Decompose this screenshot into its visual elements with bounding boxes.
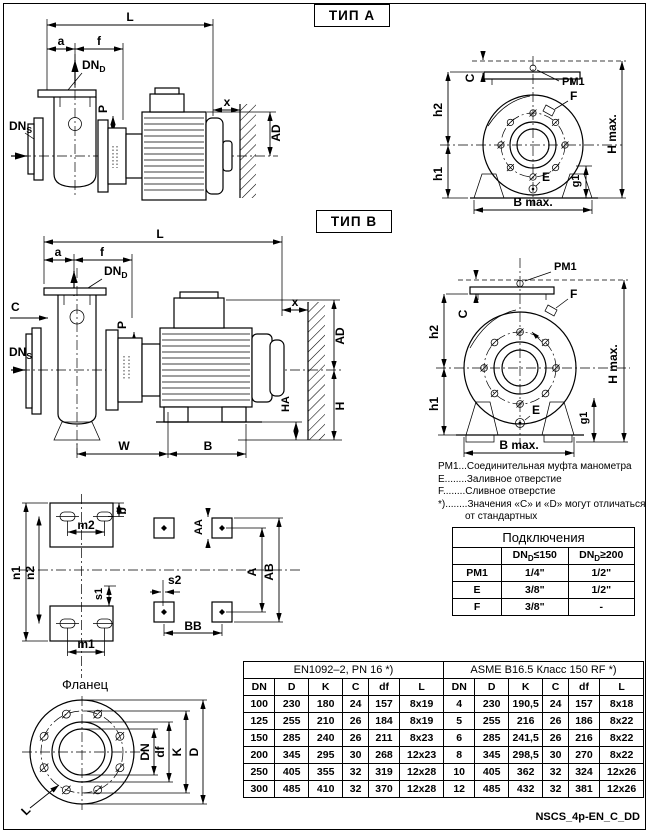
legend-line-pm1: PM1...Соединительная муфта манометра: [438, 461, 632, 472]
dim-s2: s2: [168, 573, 182, 587]
header-asme: ASME B16.5 Класс 150 RF *): [443, 662, 643, 679]
col-df: df: [368, 679, 399, 696]
type-b-title: ТИП В: [330, 214, 378, 229]
dim-n1: n1: [9, 565, 23, 581]
standards-header-row: [244, 662, 644, 679]
table-row: 100 230 180 24 157 8x19 4 230 190,5 24 157 8x18: [244, 696, 644, 713]
empty-header-cell: [453, 548, 502, 565]
col-dnd-ge200: $DN_D\ge 200$: [568, 548, 634, 565]
dim-HA: HA: [280, 396, 292, 412]
dim-h2: h2: [427, 324, 441, 340]
type-a-front-view: [426, 48, 641, 218]
type-b-side-view: [8, 226, 438, 461]
header-en1092: EN1092–2, PN 16 *): [244, 662, 444, 679]
value-small: 1/4": [502, 565, 568, 582]
dim-h1: h1: [427, 396, 441, 412]
dim-s1: s1: [93, 587, 105, 601]
dim-K: K: [170, 747, 184, 757]
connections-row-f: [453, 599, 635, 616]
dim-m2: m2: [77, 518, 95, 532]
dim-a: a: [57, 34, 65, 48]
dim-F: F: [570, 287, 578, 301]
connections-caption-row: [453, 528, 635, 548]
dim-AA: AA: [193, 519, 205, 535]
col-L: L: [400, 679, 444, 696]
dim-C: C: [11, 300, 20, 314]
dim-n2: n2: [23, 565, 37, 581]
dim-L: L: [126, 10, 134, 24]
dim-P: P: [115, 320, 129, 330]
dim-L: L: [156, 227, 164, 241]
col-df: df: [568, 679, 599, 696]
col-K: K: [508, 679, 543, 696]
dim-C: C: [463, 73, 477, 83]
dim-AD: AD: [333, 327, 347, 345]
type-a-side-view: [8, 6, 428, 206]
connections-row-e: [453, 582, 635, 599]
dim-H-max: H max.: [605, 114, 619, 154]
type-b-front-view: [424, 246, 644, 461]
dim-A: A: [245, 567, 259, 577]
dim-m1: m1: [77, 637, 95, 651]
value-small: 3/8": [502, 599, 568, 616]
flange-detail-view: [14, 692, 234, 827]
dim-H: H: [333, 401, 347, 411]
dim-dnd: $DN_D$: [104, 264, 128, 280]
dim-dnd: $DN_D$: [82, 58, 106, 74]
dim-f: f: [100, 245, 104, 259]
type-a-title: ТИП А: [328, 8, 376, 23]
dim-H-max: H max.: [606, 344, 620, 384]
row-label: E: [453, 582, 502, 599]
col-D: D: [275, 679, 308, 696]
foundation-plan-view: [9, 480, 307, 685]
flange-view-title: Фланец: [62, 677, 109, 692]
dim-B: B: [203, 439, 213, 453]
foundation-dim-labels: [9, 507, 276, 651]
foot-plates-outline: [20, 494, 300, 678]
dim-df: df: [153, 746, 167, 758]
dim-AB: AB: [262, 563, 276, 581]
dim-dns: $DN_S$: [9, 345, 33, 361]
col-dnd-le150: $DN_D\le 150$: [502, 548, 568, 565]
dim-W: W: [118, 439, 130, 453]
dim-E: E: [542, 170, 551, 184]
col-DN: DN: [244, 679, 275, 696]
col-C: C: [543, 679, 568, 696]
pump-motor-outline-a: [11, 19, 278, 200]
dim-D: D: [187, 747, 201, 757]
connections-title: Подключения: [453, 528, 635, 548]
dim-a: a: [54, 245, 62, 259]
dim-dns: $DN_S$: [9, 119, 33, 135]
legend-line-e: Е........Заливное отверстие: [438, 473, 562, 485]
dim-f: f: [97, 34, 101, 48]
pump-motor-outline-b: [10, 236, 342, 458]
dim-C: C: [456, 309, 470, 319]
dim-E: E: [532, 403, 541, 417]
value-small: 3/8": [502, 582, 568, 599]
dim-DN: DN: [138, 743, 152, 761]
col-C: C: [343, 679, 368, 696]
col-DN: DN: [443, 679, 474, 696]
dim-h2: h2: [431, 102, 445, 118]
value-large: 1/2": [568, 582, 634, 599]
dim-AD: AD: [269, 124, 283, 142]
connections-header-row: [453, 548, 635, 565]
legend-line-note: *)........Значения «С» и «D» могут отличаться: [438, 498, 646, 510]
document-code: NSCS_4p-EN_C_DD: [535, 811, 640, 823]
table-row: 125 255 210 26 184 8x19 5 255 216 26 186 8x22: [244, 713, 644, 730]
value-large: -: [568, 599, 634, 616]
dim-P: P: [96, 104, 110, 114]
table-row: 200 345 295 30 268 12x23 8 345 298,5 30 270 8x22: [244, 747, 644, 764]
dim-x: x: [291, 295, 299, 309]
dim-h1: h1: [431, 166, 445, 182]
col-D: D: [475, 679, 508, 696]
row-label: F: [453, 599, 502, 616]
type-a-front-dim-labels: [431, 73, 619, 209]
dim-b: b: [115, 507, 129, 515]
col-L: L: [600, 679, 644, 696]
volute-front-outline-b: [436, 258, 630, 457]
flange-dimensions-table: [243, 661, 644, 798]
dim-B-max: B max.: [499, 438, 539, 452]
dim-BB: BB: [184, 619, 202, 633]
row-label: PM1: [453, 565, 502, 582]
col-K: K: [308, 679, 343, 696]
flange-dim-labels: [18, 743, 201, 818]
dim-L: L: [18, 803, 34, 819]
connections-table: [452, 527, 635, 616]
dim-g1: g1: [570, 174, 582, 188]
dim-PM1: PM1: [562, 76, 585, 88]
legend-block: [438, 461, 648, 524]
table-row: 250 405 355 32 319 12x28 10 405 362 32 324 12x26: [244, 764, 644, 781]
legend-line-f: F........Сливное отверстие: [438, 486, 556, 497]
table-row: 300 485 410 32 370 12x28 12 485 432 32 381 12x26: [244, 781, 644, 798]
value-large: 1/2": [568, 565, 634, 582]
legend-line-note-2: от стандартных: [465, 511, 538, 522]
columns-header-row: [244, 679, 644, 696]
dim-g1: g1: [578, 411, 590, 425]
dim-x: x: [223, 95, 231, 109]
connections-row-pm1: [453, 565, 635, 582]
dim-B-max: B max.: [513, 195, 553, 209]
table-row: 150 285 240 26 211 8x23 6 285 241,5 26 216 8x22: [244, 730, 644, 747]
dim-F: F: [570, 89, 578, 103]
dim-PM1: PM1: [554, 261, 577, 273]
